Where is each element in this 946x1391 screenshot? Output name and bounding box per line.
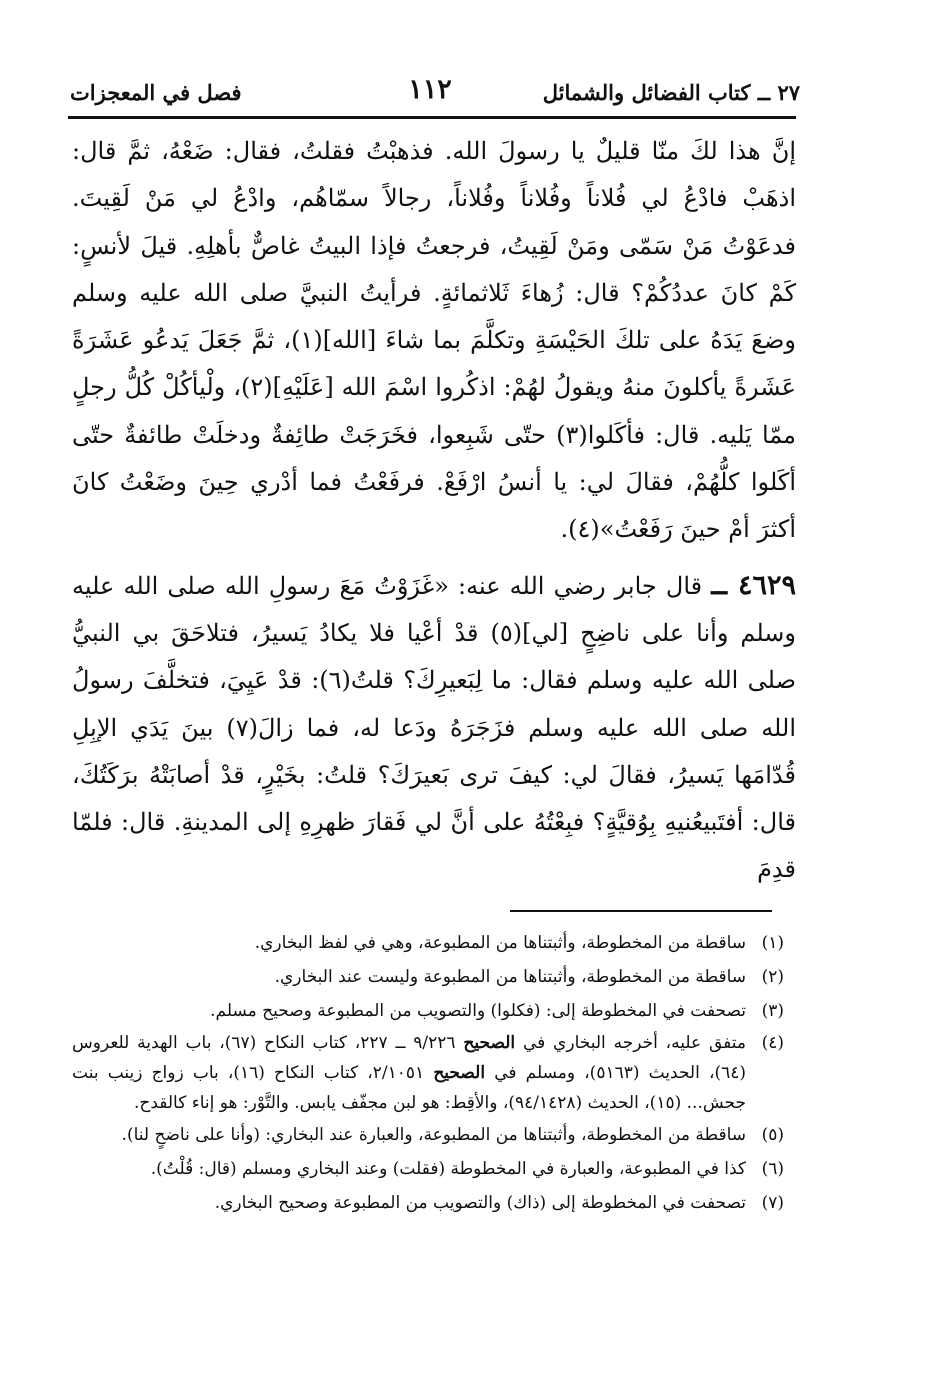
source-title: الصحيح (463, 1033, 516, 1053)
footnote-number: (٧) (761, 1193, 784, 1213)
footnote-separator (510, 910, 772, 912)
footnote-text: ٢/١٠٥١، كتاب النكاح (١٦)، باب زواج زينب بنت جحش... (١٥)، الحديث (٩٤/١٤٢٨)، والأقِط: هو لبن مجفّف يابس. والتَّوْر: هو إناء كالقدح. (72, 1063, 746, 1113)
footnote-text: متفق عليه، أخرجه البخاري في (522, 1033, 746, 1053)
running-header (60, 70, 800, 114)
hadith-number: ٤٦٢٩ ــ (711, 569, 796, 601)
footnote-number: (٦) (761, 1159, 784, 1179)
footnote-number: (١) (761, 933, 784, 953)
footnote-text: تصحفت في المخطوطة إلى (ذاك) والتصويب من المطبوعة وصحيح البخاري. (214, 1193, 746, 1213)
footnote-text: ٩/٢٢٦ ــ ٢٢٧، كتاب النكاح (٦٧)، باب الهدية للعروس (٦٤)، الحديث (٥١٦٣)، ومسلم في (72, 1033, 746, 1083)
footnotes (72, 926, 784, 1220)
footnote-number: (٤) (761, 1033, 784, 1053)
footnote-number: (٥) (761, 1125, 784, 1145)
footnote-text: كذا في المطبوعة، والعبارة في المخطوطة (فقلت) وعند البخاري ومسلم (قال: قُلْتُ). (150, 1159, 746, 1179)
page-number: ١١٢ (408, 74, 452, 105)
footnote (72, 994, 784, 1028)
hadith-paragraph (72, 562, 796, 894)
footnote (72, 1118, 784, 1152)
header-rule (68, 116, 796, 119)
footnote-text: ساقطة من المخطوطة، وأثبتناها من المطبوعة، والعبارة عند البخاري: (وأنا على ناضحٍ لنا). (121, 1125, 746, 1145)
footnote-text: تصحفت في المخطوطة إلى: (فكلوا) والتصويب من المطبوعة وصحيح مسلم. (210, 1001, 746, 1021)
footnote-number: (٣) (761, 1001, 784, 1021)
footnote (72, 1186, 784, 1220)
main-text (72, 128, 796, 894)
footnote (72, 1152, 784, 1186)
footnote (72, 926, 784, 960)
footnote-number: (٢) (761, 967, 784, 987)
chapter-title: ٢٧ ــ كتاب الفضائل والشمائل (542, 80, 800, 105)
footnote (72, 960, 784, 994)
hadith-text: قال جابر رضي الله عنه: «غَزَوْتُ مَعَ رسولِ الله صلى الله عليه وسلم وأنا على ناضِحٍ [لي](٥) قدْ أعْيا فلا يكادُ يَسيرُ، فتلاحَقَ بي النبيُّ صلى الله عليه وسلم فقال: ما لِبَعيرِكَ؟ قلتُ(٦): قدْ عَيِيَ، فتخلَّفَ رسولُ الله صلى الله عليه وسلم فزَجَرَهُ ودَعا له، فما زالَ(٧) بينَ يَدَي الإبِلِ قُدّامَها يَسيرُ، فقالَ لي: كيفَ ترى بَعيرَكَ؟ قلتُ: بخَيْرٍ، قدْ أصابَتْهُ برَكَتُكَ، قال: أفتَبيعُنيهِ بِوُقيَّةٍ؟ فبِعْتُهُ على أنَّ لي فَقارَ ظهرِهِ إلى المدينةِ. قال: فلمّا قدِمَ (72, 571, 797, 884)
source-title: الصحيح (433, 1063, 486, 1083)
footnote-text: ساقطة من المخطوطة، وأثبتناها من المطبوعة وليست عند البخاري. (274, 967, 746, 987)
footnote (72, 1028, 784, 1118)
footnote-text: ساقطة من المخطوطة، وأثبتناها من المطبوعة، وهي في لفظ البخاري. (254, 933, 746, 953)
paragraph-continuation: إنَّ هذا لكَ منّا قليلٌ يا رسولَ الله. فذهبْتُ فقلتُ، فقال: ضَعْهُ، ثمَّ قال: اذهَبْ فادْعُ لي فُلاناً وفُلاناً وفُلاناً، رجالاً سمّاهُم، وادْعُ لي مَنْ لَقِيتَ. فدعَوْتُ مَنْ سَمّى ومَنْ لَقِيتُ، فرجعتُ فإذا البيتُ غاصٌّ بأهلِهِ. قيلَ لأنسٍ: كَمْ كانَ عددُكُمْ؟ قال: زُهاءَ ثَلاثمائةٍ. فرأيتُ النبيَّ صلى الله عليه وسلم وضعَ يَدَهُ على تلكَ الحَيْسَةِ وتكلَّمَ بما شاءَ [الله](١)، ثمَّ جَعَلَ يَدعُو عَشَرَةً عَشَرةً يأكلونَ منهُ ويقولُ لهُمْ: اذكُروا اسْمَ الله [عَلَيْهِ](٢)، ولْيأكُلْ كُلُّ رجلٍ ممّا يَليه. قال: فأكَلوا(٣) حتّى شَبِعوا، فخَرَجَتْ طائِفةٌ ودخلَتْ طائفةٌ حتّى أكَلوا كلُّهُمْ، فقالَ لي: يا أنسُ ارْفَعْ. فرفَعْتُ فما أدْري حِينَ وضَعْتُ كانَ أكثرَ أمْ حينَ رَفَعْتُ»(٤). (72, 137, 797, 544)
section-title: فصل في المعجزات (70, 80, 242, 105)
